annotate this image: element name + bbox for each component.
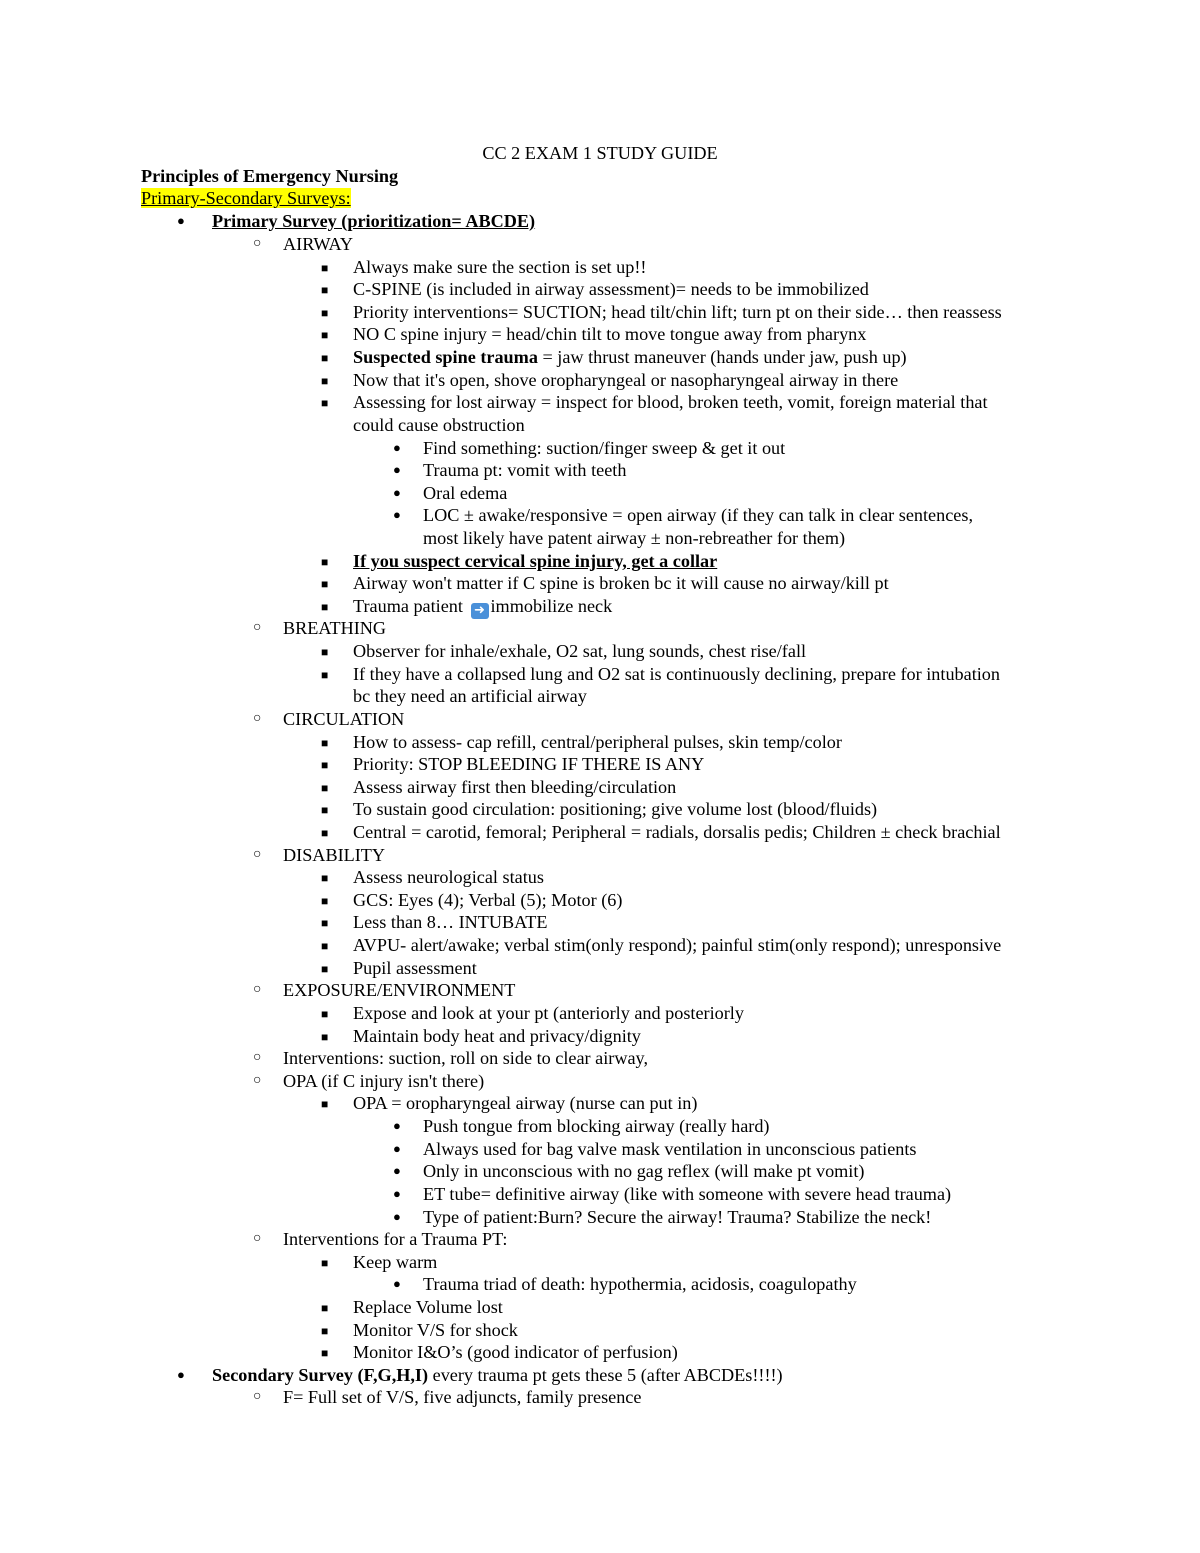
outline-item-level-4 (393, 1183, 952, 1206)
outline-item-text: Assess neurological status (353, 867, 544, 887)
bullet-marker: ■ (321, 306, 329, 320)
outline-item-text: AVPU- alert/awake; verbal stim(only respond); painful stim(only respond); unresponsive (353, 935, 1002, 955)
bullet-marker: ■ (321, 1346, 329, 1360)
outline-item-level-4 (393, 437, 786, 460)
outline-item-text: Type of patient:Burn? Secure the airway! Trauma? Stabilize the neck! (423, 1207, 932, 1227)
bullet-marker: ● (393, 507, 401, 522)
bullet-marker: ● (177, 213, 185, 228)
outline-item-level-3 (321, 731, 842, 754)
outline-item-text: OPA (if C injury isn't there) (283, 1071, 485, 1091)
bullet-marker: ● (393, 1186, 401, 1201)
outline-item-level-2 (253, 844, 386, 867)
bullet-marker: ○ (253, 1073, 262, 1088)
bullet-marker: ■ (321, 283, 329, 297)
bullet-marker: ● (393, 1141, 401, 1156)
outline-item-text: BREATHING (283, 618, 387, 638)
outline-item-level-3 (321, 256, 647, 279)
outline-item-text: Interventions: suction, roll on side to clear airway, (283, 1048, 648, 1068)
outline-item-continuation (353, 685, 587, 708)
outline-item-text: NO C spine injury = head/chin tilt to move tongue away from pharynx (353, 324, 867, 344)
bullet-marker: ○ (253, 1389, 262, 1404)
outline-item-text: How to assess- cap refill, central/peripheral pulses, skin temp/color (353, 732, 842, 752)
outline-item-level-4 (393, 1206, 932, 1229)
bullet-marker: ■ (321, 374, 329, 388)
outline-item-text: Now that it's open, shove oropharyngeal or nasopharyngeal airway in there (353, 370, 899, 390)
bullet-marker: ● (393, 485, 401, 500)
outline-item-level-3 (321, 934, 1002, 957)
outline-item-text: Primary Survey (prioritization= ABCDE) (212, 211, 536, 231)
bullet-marker: ■ (321, 871, 329, 885)
bullet-marker: ● (177, 1367, 185, 1382)
outline-item-text: Assess airway first then bleeding/circulation (353, 777, 677, 797)
outline-item-text: EXPOSURE/ENVIRONMENT (283, 980, 516, 1000)
outline-item-text: every trauma pt gets these 5 (after ABCDEs!!!!) (428, 1365, 783, 1385)
outline-item-level-3 (321, 1319, 518, 1342)
bullet-marker: ○ (253, 236, 262, 251)
outline-item-text: GCS: Eyes (4); Verbal (5); Motor (6) (353, 890, 623, 910)
outline-item-text: OPA = oropharyngeal airway (nurse can put in) (353, 1093, 698, 1113)
outline-item-level-3 (321, 640, 807, 663)
bullet-marker: ■ (321, 1007, 329, 1021)
bullet-marker: ● (393, 1209, 401, 1224)
bullet-marker: ■ (321, 803, 329, 817)
outline-item-text: Suspected spine trauma (353, 347, 538, 367)
bullet-marker: ■ (321, 351, 329, 365)
outline-item-text: Less than 8… INTUBATE (353, 912, 548, 932)
outline-item-text: To sustain good circulation: positioning; give volume lost (blood/fluids) (353, 799, 878, 819)
bullet-marker: ■ (321, 736, 329, 750)
outline-item-level-2 (253, 1386, 642, 1409)
outline-item-text: ET tube= definitive airway (like with someone with severe head trauma) (423, 1184, 952, 1204)
outline-item-continuation (423, 527, 845, 550)
outline-item-level-3 (321, 1092, 698, 1115)
bullet-marker: ■ (321, 939, 329, 953)
outline-item-text: could cause obstruction (353, 415, 525, 435)
outline-item-level-4 (393, 504, 973, 527)
outline-item-level-3 (321, 776, 677, 799)
section-heading: Principles of Emergency Nursing (141, 166, 399, 186)
bullet-marker: ● (393, 440, 401, 455)
outline-item-level-2 (253, 979, 516, 1002)
outline-item-text: C-SPINE (is included in airway assessment)= needs to be immobilized (353, 279, 869, 299)
outline-item-level-3 (321, 1296, 503, 1319)
bullet-marker: ■ (321, 758, 329, 772)
outline-item-text: If they have a collapsed lung and O2 sat is continuously declining, prepare for intubation (353, 664, 1000, 684)
bullet-marker: ● (393, 462, 401, 477)
outline-item-text: Maintain body heat and privacy/dignity (353, 1026, 641, 1046)
outline-item-text: Interventions for a Trauma PT: (283, 1229, 508, 1249)
outline-item-level-4 (393, 482, 508, 505)
bullet-marker: ■ (321, 328, 329, 342)
outline-item-text: F= Full set of V/S, five adjuncts, family presence (283, 1387, 642, 1407)
outline-item-level-3 (321, 798, 878, 821)
bullet-marker: ■ (321, 577, 329, 591)
outline-item-level-3 (321, 821, 1001, 844)
bullet-marker: ○ (253, 982, 262, 997)
outline-item-text: Only in unconscious with no gag reflex (will make pt vomit) (423, 1161, 865, 1181)
bullet-marker: ■ (321, 645, 329, 659)
outline-item-text: Trauma pt: vomit with teeth (423, 460, 627, 480)
outline-item-level-4 (393, 459, 627, 482)
outline-item-text: Monitor I&O’s (good indicator of perfusion) (353, 1342, 678, 1362)
subsection-heading (141, 187, 351, 210)
outline-item-text: Trauma patient (353, 596, 468, 616)
outline-item-level-2 (253, 1070, 485, 1093)
outline-item-level-3 (321, 550, 718, 573)
bullet-marker: ■ (321, 826, 329, 840)
outline-item-level-3 (321, 595, 613, 619)
outline-item-text: Expose and look at your pt (anteriorly and posteriorly (353, 1003, 744, 1023)
bullet-marker: ■ (321, 1324, 329, 1338)
bullet-marker: ● (393, 1163, 401, 1178)
outline-item-text: Central = carotid, femoral; Peripheral = radials, dorsalis pedis; Children ± check brachial (353, 822, 1001, 842)
outline-item-level-4 (393, 1138, 917, 1161)
bullet-marker: ■ (321, 1256, 329, 1270)
outline-item-level-3 (321, 572, 889, 595)
outline-item-level-2 (253, 1228, 508, 1251)
bullet-marker: ■ (321, 1301, 329, 1315)
outline-item-level-3 (321, 1341, 678, 1364)
outline-item-level-1 (177, 1364, 783, 1387)
outline-item-level-2 (253, 1047, 648, 1070)
bullet-marker: ■ (321, 1030, 329, 1044)
bullet-marker: ■ (321, 962, 329, 976)
outline-item-level-4 (393, 1160, 865, 1183)
outline-item-text: = jaw thrust maneuver (hands under jaw, push up) (537, 347, 907, 367)
outline-item-text: most likely have patent airway ± non-rebreather for them) (423, 528, 846, 548)
outline-item-text: Assessing for lost airway = inspect for blood, broken teeth, vomit, foreign material that (353, 392, 988, 412)
outline-item-level-3 (321, 346, 907, 369)
outline-item-text: DISABILITY (283, 845, 386, 865)
bullet-marker: ■ (321, 894, 329, 908)
outline-item-text: Always used for bag valve mask ventilation in unconscious patients (423, 1139, 917, 1159)
outline-item-level-2 (253, 233, 354, 256)
subsection-heading-text: Primary-Secondary Surveys: (141, 188, 351, 208)
outline-item-text: Monitor V/S for shock (353, 1320, 518, 1340)
outline-item-level-3 (321, 301, 1002, 324)
bullet-marker: ○ (253, 1050, 262, 1065)
outline-item-level-2 (253, 708, 405, 731)
outline-item-text: Observer for inhale/exhale, O2 sat, lung sounds, chest rise/fall (353, 641, 807, 661)
bullet-marker: ○ (253, 1231, 262, 1246)
bullet-marker: ■ (321, 916, 329, 930)
outline-item-level-4 (393, 1273, 857, 1296)
outline-item-text: Priority interventions= SUCTION; head tilt/chin lift; turn pt on their side… then reassess (353, 302, 1002, 322)
outline-item-level-3 (321, 391, 988, 414)
outline-item-text: LOC ± awake/responsive = open airway (if they can talk in clear sentences, (423, 505, 973, 525)
outline-item-level-3 (321, 323, 867, 346)
outline-item-text: Oral edema (423, 483, 508, 503)
outline-item-level-1 (177, 210, 536, 233)
outline-item-level-3 (321, 663, 1000, 686)
outline-item-level-3 (321, 753, 705, 776)
outline-item-text: CIRCULATION (283, 709, 405, 729)
outline-item-text: Always make sure the section is set up!! (353, 257, 647, 277)
bullet-marker: ○ (253, 847, 262, 862)
bullet-marker: ■ (321, 1097, 329, 1111)
outline-item-text: Find something: suction/finger sweep & get it out (423, 438, 786, 458)
outline-item-text: bc they need an artificial airway (353, 686, 587, 706)
arrow-right-icon: ➜ (471, 603, 489, 619)
bullet-marker: ○ (253, 711, 262, 726)
document-title: CC 2 EXAM 1 STUDY GUIDE (482, 143, 718, 163)
outline-item-continuation (353, 414, 525, 437)
outline-item-text: immobilize neck (490, 596, 613, 616)
outline-item-level-3 (321, 866, 544, 889)
bullet-marker: ■ (321, 396, 329, 410)
outline-item-level-3 (321, 889, 623, 912)
outline-item-text: Secondary Survey (F,G,H,I) (212, 1365, 429, 1385)
outline-item-level-3 (321, 369, 899, 392)
outline-item-text: Pupil assessment (353, 958, 477, 978)
outline-item-level-3 (321, 1025, 641, 1048)
outline-item-level-3 (321, 957, 477, 980)
outline-item-level-3 (321, 1002, 744, 1025)
outline-item-text: Trauma triad of death: hypothermia, acidosis, coagulopathy (423, 1274, 857, 1294)
bullet-marker: ■ (321, 261, 329, 275)
bullet-marker: ■ (321, 555, 329, 569)
outline-item-text: Priority: STOP BLEEDING IF THERE IS ANY (353, 754, 705, 774)
outline-item-text: AIRWAY (283, 234, 354, 254)
bullet-marker: ○ (253, 620, 262, 635)
outline-item-text: If you suspect cervical spine injury, get a collar (353, 551, 718, 571)
bullet-marker: ● (393, 1276, 401, 1291)
outline-item-level-3 (321, 911, 548, 934)
outline-item-level-2 (253, 617, 387, 640)
outline-item-level-4 (393, 1115, 770, 1138)
bullet-marker: ■ (321, 781, 329, 795)
bullet-marker: ■ (321, 668, 329, 682)
outline-item-text: Push tongue from blocking airway (really hard) (423, 1116, 770, 1136)
outline-item-level-3 (321, 1251, 438, 1274)
outline-item-level-3 (321, 278, 869, 301)
bullet-marker: ● (393, 1118, 401, 1133)
outline-item-text: Airway won't matter if C spine is broken bc it will cause no airway/kill pt (353, 573, 889, 593)
bullet-marker: ■ (321, 600, 329, 614)
outline-item-text: Keep warm (353, 1252, 438, 1272)
outline-item-text: Replace Volume lost (353, 1297, 503, 1317)
